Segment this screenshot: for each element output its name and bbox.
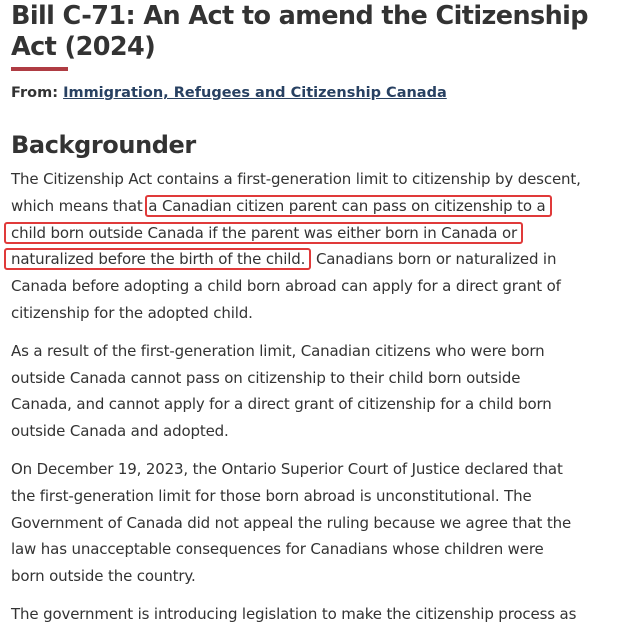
text-segment: which means that [11,196,143,215]
text-line [11,246,623,273]
article [11,0,623,628]
paragraph-court-ruling [11,456,623,590]
text-line [11,220,623,247]
text-line: The Citizenship Act contains a first-generation limit to citizenship by descent, [11,170,581,188]
highlight-annotation: child born outside Canada if the parent was either born in Canada or [4,222,523,244]
from-line [11,83,623,103]
text-line: Canada before adopting a child born abroad can apply for a direct grant of [11,277,561,296]
text-line: Government of Canada did not appeal the ruling because we agree that the [11,513,572,532]
text-line: As a result of the first-generation limit, Canadian citizens who were born [11,341,545,360]
text-line: Canada, and cannot apply for a direct grant of citizenship for a child born [11,395,552,414]
highlight-annotation: a Canadian citizen parent can pass on citizenship to a [145,195,551,217]
text-line: the first-generation limit for those born abroad is unconstitutional. The [11,486,532,505]
paragraph-legislation [11,601,623,628]
text-line: law has unacceptable consequences for Canadians whose children were [11,540,544,559]
text-line: outside Canada and adopted. [11,422,229,441]
text-line: citizenship for the adopted child. [11,303,253,322]
paragraph-result-of-limit [11,338,623,445]
paragraph-first-generation-limit [11,166,623,327]
section-heading-backgrounder: Backgrounder [11,131,196,159]
from-label: From: [11,85,58,101]
text-line [11,193,623,220]
text-segment: Canadians born or naturalized in [315,250,557,269]
text-line: outside Canada cannot pass on citizenship to their child born outside [11,368,521,387]
text-line: On December 19, 2023, the Ontario Superior Court of Justice declared that [11,459,563,478]
highlight-annotation: naturalized before the birth of the child. [4,248,311,270]
page-title: Bill C-71: An Act to amend the Citizenship Act (2024) [11,1,588,62]
title-underline [11,67,68,71]
text-line: The government is introducing legislation to make the citizenship process as [11,604,577,623]
text-line: born outside the country. [11,567,196,586]
department-link[interactable]: Immigration, Refugees and Citizenship Canada [63,85,447,101]
